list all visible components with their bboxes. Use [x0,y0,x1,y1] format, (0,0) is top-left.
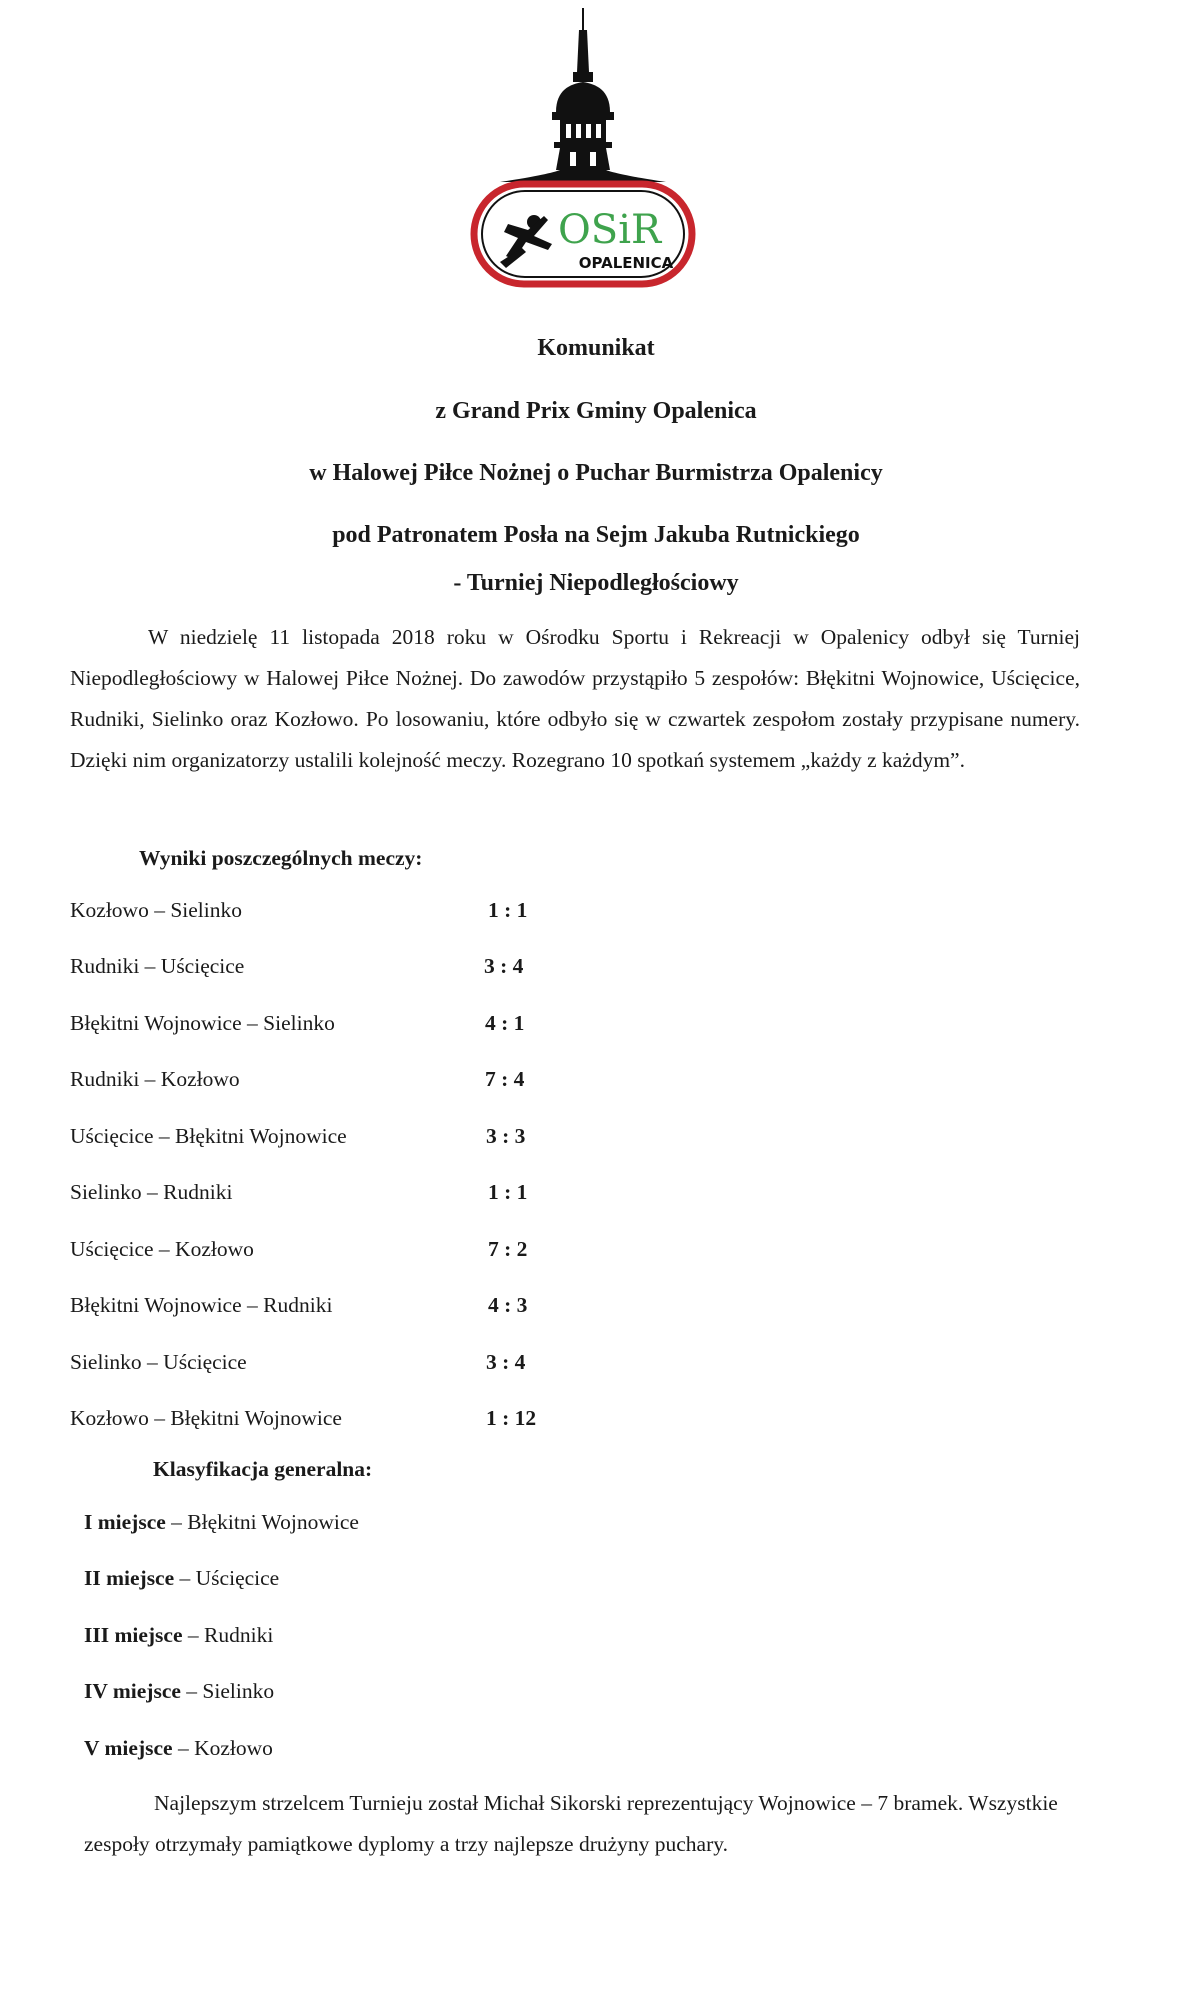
standings-row [84,1620,273,1650]
closing-paragraph [84,1783,1074,1865]
document-subtitle-4: - Turniej Niepodległościowy [453,570,739,596]
match-teams: Rudniki – Uścięcice [70,954,245,978]
match-teams: Rudniki – Kozłowo [70,1067,240,1091]
place-team: – Kozłowo [177,1736,273,1760]
place-team: – Rudniki [187,1623,274,1647]
match-score: 1 : 1 [488,898,528,922]
intro-paragraph [70,617,1080,781]
document-subtitle-3: pod Patronatem Posła na Sejm Jakuba Rutnickiego [332,522,860,548]
place-label: V miejsce [84,1736,173,1760]
match-teams: Sielinko – Uścięcice [70,1350,247,1374]
match-row [70,1008,590,1038]
standings-row [84,1676,274,1706]
place-team: – Uścięcice [179,1566,280,1590]
match-teams: Sielinko – Rudniki [70,1180,233,1204]
standings-row [84,1507,359,1537]
match-row [70,1234,590,1264]
match-score: 1 : 1 [488,1180,528,1204]
match-row [70,1290,590,1320]
match-teams: Uścięcice – Błękitni Wojnowice [70,1124,347,1148]
match-score: 3 : 4 [484,954,524,978]
match-score: 3 : 4 [486,1350,526,1374]
standings-row [84,1733,273,1763]
match-row [70,1064,590,1094]
match-teams: Błękitni Wojnowice – Rudniki [70,1293,333,1317]
intro-text: W niedzielę 11 listopada 2018 roku w Ośrodku Sportu i Rekreacji w Opalenicy odbył się Turniej Niepodległościowy w Halowej Piłce Nożnej. Do zawodów przystąpiło 5 zespołów: Błękitni Wojnowice, Uścięcice, Rudniki, Sielinko oraz Kozłowo. Po losowaniu, które odbyło się w czwartek zespołom zostały przypisane numery. Dzięki nim organizatorzy ustalili kolejność meczy. Rozegrano 10 spotkań systemem „każdy z każdym”. [70,625,1080,772]
place-label: III miejsce [84,1623,183,1647]
place-team: – Błękitni Wojnowice [171,1510,359,1534]
standings-heading: Klasyfikacja generalna: [153,1457,373,1481]
document-title: Komunikat [537,335,655,361]
match-teams: Kozłowo – Sielinko [70,898,242,922]
match-score: 3 : 3 [486,1124,526,1148]
document-subtitle-2: w Halowej Piłce Nożnej o Puchar Burmistrza Opalenicy [309,460,883,486]
place-label: I miejsce [84,1510,166,1534]
match-row [70,895,590,925]
match-row [70,1403,590,1433]
match-teams: Błękitni Wojnowice – Sielinko [70,1011,335,1035]
match-score: 7 : 4 [485,1067,525,1091]
match-row [70,951,590,981]
osir-logo [460,0,700,300]
place-team: – Sielinko [186,1679,275,1703]
closing-text: Najlepszym strzelcem Turnieju został Michał Sikorski reprezentujący Wojnowice – 7 bramek. Wszystkie zespoły otrzymały pamiątkowe dyplomy a trzy najlepsze drużyny puchary. [84,1791,1058,1856]
match-score: 4 : 1 [485,1011,525,1035]
logo-brand-text: OSiR [558,207,662,253]
results-heading: Wyniki poszczególnych meczy: [139,846,423,870]
match-score: 1 : 12 [486,1406,537,1430]
match-row [70,1177,590,1207]
osir-tower-runner-logo-icon [460,0,700,300]
match-teams: Uścięcice – Kozłowo [70,1237,254,1261]
document-subtitle-1: z Grand Prix Gminy Opalenica [435,398,757,424]
match-score: 7 : 2 [488,1237,528,1261]
match-row [70,1347,590,1377]
standings-row [84,1563,279,1593]
match-score: 4 : 3 [488,1293,528,1317]
match-row [70,1121,590,1151]
match-teams: Kozłowo – Błękitni Wojnowice [70,1406,342,1430]
logo-city-text: OPALENICA [578,254,674,272]
place-label: II miejsce [84,1566,175,1590]
place-label: IV miejsce [84,1679,181,1703]
